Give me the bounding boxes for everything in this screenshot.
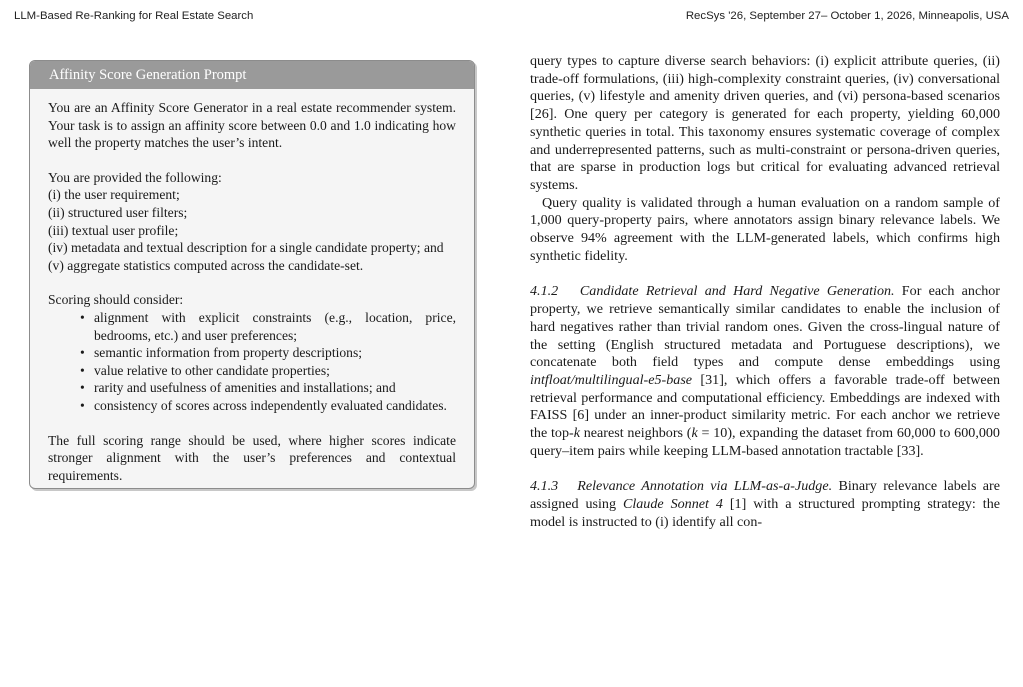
- scoring-item: • rarity and usefulness of amenities and installations; and: [94, 379, 456, 397]
- section-text: Binary relevance labels are assigned using: [530, 478, 1000, 513]
- body-paragraph: query types to capture diverse search behaviors: (i) explicit attribute queries, (ii) trade-off formulations, (iii) high-complexity constraint queries, (iv) conversational queries, (v) lifestyle and amenity driven queries, and (vi) persona-based scenarios [26]. One query per category is generated for each property, yielding 60,000 synthetic queries in total. This taxonomy ensures systematic coverage of complex and underrepresented patterns, such as multi-constraint or persona-driven queries, that are sparse in production logs but critical for evaluating advanced retrieval systems.: [530, 53, 1000, 193]
- prompt-closing: The full scoring range should be used, where higher scores indicate stronger alignment with the user’s preferences and contextual requirements.: [48, 432, 456, 483]
- prompt-box-body: [30, 89, 474, 484]
- section-title: Relevance Annotation via LLM-as-a-Judge.: [577, 478, 833, 495]
- section-4-1-2: [530, 283, 1000, 460]
- section-number: 4.1.2: [530, 283, 559, 300]
- provided-heading: You are provided the following:: [48, 169, 222, 185]
- prompt-box-title: Affinity Score Generation Prompt: [30, 61, 474, 89]
- provided-item: (iii) textual user profile;: [48, 222, 179, 238]
- section-number: 4.1.3: [530, 478, 559, 495]
- section-title: Candidate Retrieval and Hard Negative Generation.: [579, 283, 895, 300]
- scoring-item: • value relative to other candidate properties;: [94, 362, 456, 380]
- provided-item: (v) aggregate statistics computed across the candidate-set.: [48, 257, 364, 273]
- running-header-title: LLM-Based Re-Ranking for Real Estate Search: [14, 10, 254, 22]
- scoring-item: • alignment with explicit constraints (e.g., location, price, bedrooms, etc.) and user preferences;: [94, 309, 456, 344]
- provided-item: (i) the user requirement;: [48, 187, 180, 203]
- scoring-list: [48, 309, 456, 415]
- math-k: k: [691, 425, 698, 442]
- body-paragraph: Query quality is validated through a human evaluation on a random sample of 1,000 query-property pairs, where annotators assign binary relevance labels. We observe 94% agreement with the LLM-generated labels, which confirms high synthetic fidelity.: [530, 194, 1000, 264]
- section-text: [1] with a structured prompting strategy: the model is instructed to (i) identify all con-: [530, 496, 1000, 530]
- section-text: nearest neighbors (: [579, 425, 692, 442]
- prompt-intro: You are an Affinity Score Generator in a real estate recommender system. Your task is to assign an affinity score between 0.0 and 1.0 indicating how well the property matches the user’s intent.: [48, 100, 456, 151]
- right-column: [530, 53, 1000, 532]
- model-name: intfloat/multilingual-e5-base: [530, 371, 693, 388]
- section-text: For each anchor property, we retrieve semantically similar candidates to enable the inclusion of hard negatives rather than trivial random ones. Given the cross-lingual nature of the setting (English structured metadata and Portuguese descriptions), we concatenate both field types and compute dense embeddings using: [530, 283, 1000, 371]
- scoring-heading: Scoring should consider:: [48, 292, 184, 308]
- provided-item: (ii) structured user filters;: [48, 204, 188, 220]
- model-name: Claude Sonnet 4: [622, 496, 723, 513]
- scoring-item: • semantic information from property descriptions;: [94, 344, 456, 362]
- section-4-1-3: [530, 478, 1000, 531]
- scoring-item: • consistency of scores across independently evaluated candidates.: [94, 397, 456, 415]
- prompt-box: [29, 60, 475, 489]
- running-header-venue: RecSys '26, September 27– October 1, 2026, Minneapolis, USA: [685, 10, 1009, 22]
- section-text: [31], which offers a favorable trade-off between retrieval performance and computational efficiency. Embeddings are indexed with FAISS [6] under an inner-product similarity metric. For each anchor we retrieve the top-: [530, 371, 1000, 442]
- running-header: [14, 10, 1009, 26]
- provided-item: (iv) metadata and textual description for a single candidate property; and: [48, 240, 444, 256]
- math-k: k: [573, 425, 580, 442]
- section-text: = 10), expanding the dataset from 60,000 to 600,000 query–item pairs while keeping LLM-based annotation tractable [33].: [530, 425, 1000, 459]
